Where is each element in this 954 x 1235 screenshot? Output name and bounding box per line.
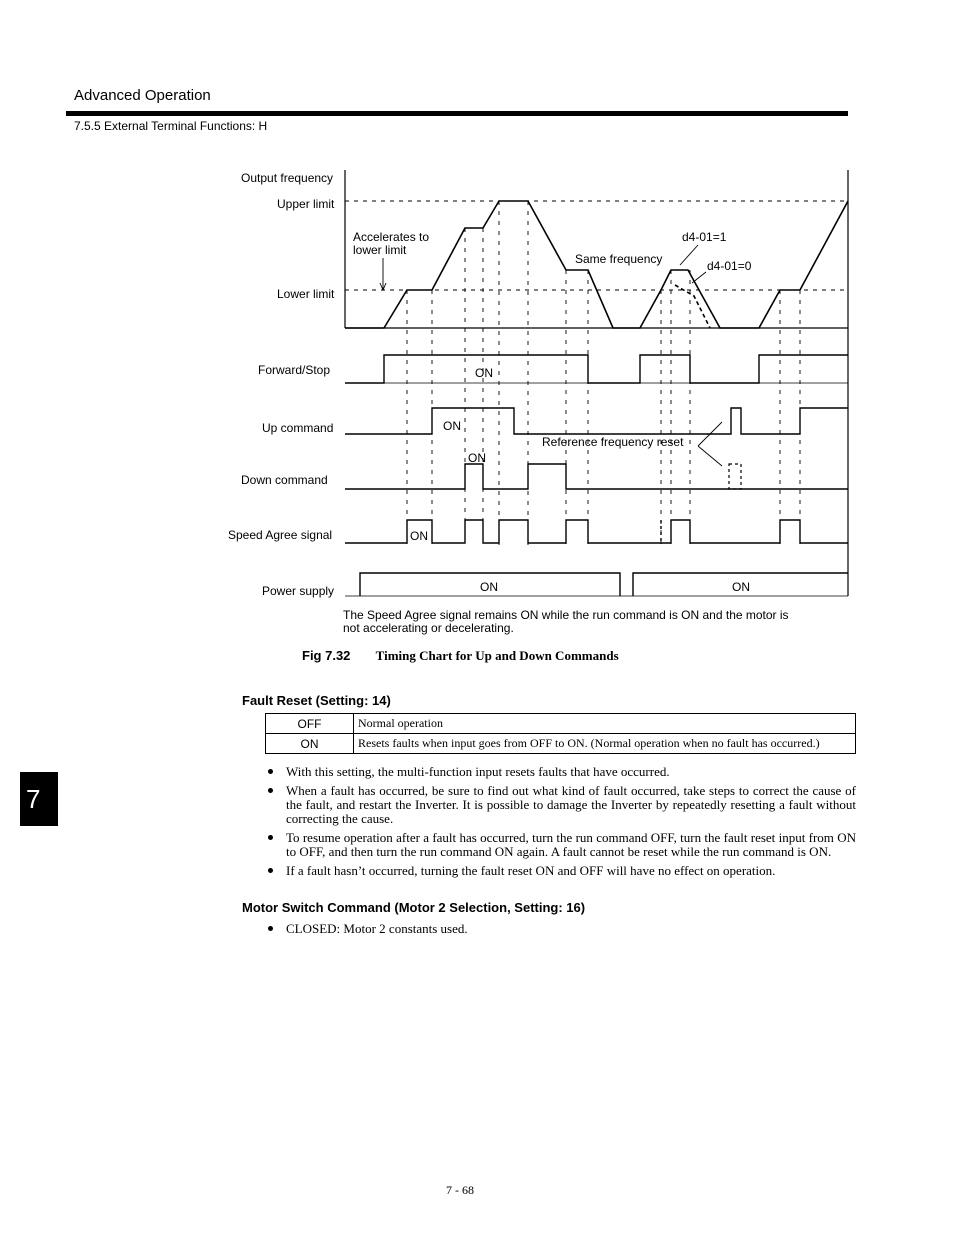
on-label-forward: ON [475,366,493,380]
label-upper-limit: Upper limit [277,197,335,211]
d4-01-1-arrow [680,245,698,265]
label-speed-agree: Speed Agree signal [228,528,333,542]
motor-switch-bullets [268,922,856,941]
on-label-up: ON [443,419,461,433]
ref-reset-arrow-down [698,446,722,466]
label-down-command: Down command [241,473,328,487]
annotation-d4-01-1: d4-01=1 [682,230,727,244]
annotation-accelerates-1: Accelerates to [353,230,430,244]
forward-stop-signal [345,355,848,383]
annotation-accelerates-2: lower limit [353,243,407,257]
bullet-icon [268,788,273,793]
section-label: 7.5.5 External Terminal Functions: H [74,119,268,133]
list-item: To resume operation after a fault has occurred, turn the run command OFF, turn the fault reset input from ON to OFF, and then turn the run command ON again. A fault cannot be reset while the run command is ON. [268,831,856,859]
fault-reset-bullets [268,765,856,883]
table-cell-setting: ON [266,734,354,754]
figure-caption-text: Timing Chart for Up and Down Commands [375,648,619,663]
d4-01-0-arrow [692,272,706,283]
on-label-speed: ON [410,529,428,543]
list-item: If a fault hasn’t occurred, turning the fault reset ON and OFF will have no effect on operation. [268,864,856,878]
bullet-icon [268,769,273,774]
annotation-d4-01-0: d4-01=0 [707,259,752,273]
header-title: Advanced Operation [74,87,211,104]
label-output-frequency: Output frequency [241,171,334,185]
on-label-down: ON [468,451,486,465]
table-cell-function: Normal operation [354,714,856,734]
on-label-power-2: ON [732,580,750,594]
table-cell-function: Resets faults when input goes from OFF to ON. (Normal operation when no fault has occurred.) [354,734,856,754]
motor-switch-heading: Motor Switch Command (Motor 2 Selection, Setting: 16) [242,900,586,915]
page-number: 7 - 68 [446,1183,474,1197]
bullet-icon [268,926,273,931]
list-item: With this setting, the multi-function input resets faults that have occurred. [268,765,856,779]
bullet-icon [268,868,273,873]
label-up-command: Up command [262,421,334,435]
label-forward-stop: Forward/Stop [258,363,331,377]
list-item: When a fault has occurred, be sure to find out what kind of fault occurred, take steps to correct the cause of the fault, and restart the Inverter. It is possible to damage the Inverter by repeatedly resetting a fault without correcting the cause. [268,784,856,826]
table-row [266,714,856,734]
figure-caption-number: Fig 7.32 [302,648,351,663]
fault-reset-table [265,713,856,754]
on-label-power-1: ON [480,580,498,594]
table-cell-setting: OFF [266,714,354,734]
label-lower-limit: Lower limit [277,287,335,301]
d4-01-0-trace [675,285,710,328]
list-item: CLOSED: Motor 2 constants used. [268,922,856,936]
chapter-tab: 7 [20,772,58,826]
ref-reset-pulse-dashed [729,464,741,489]
label-power-supply: Power supply [262,584,335,598]
annotation-ref-reset: Reference frequency reset [542,435,684,449]
bullet-icon [268,835,273,840]
figure-note-1: The Speed Agree signal remains ON while the run command is ON and the motor is [343,608,789,622]
up-command-signal [345,408,848,434]
figure-caption [302,648,619,664]
table-row [266,734,856,754]
figure-note-2: not accelerating or decelerating. [343,621,514,635]
annotation-same-frequency: Same frequency [575,252,663,266]
down-command-signal [345,464,848,489]
fault-reset-heading: Fault Reset (Setting: 14) [242,693,391,708]
